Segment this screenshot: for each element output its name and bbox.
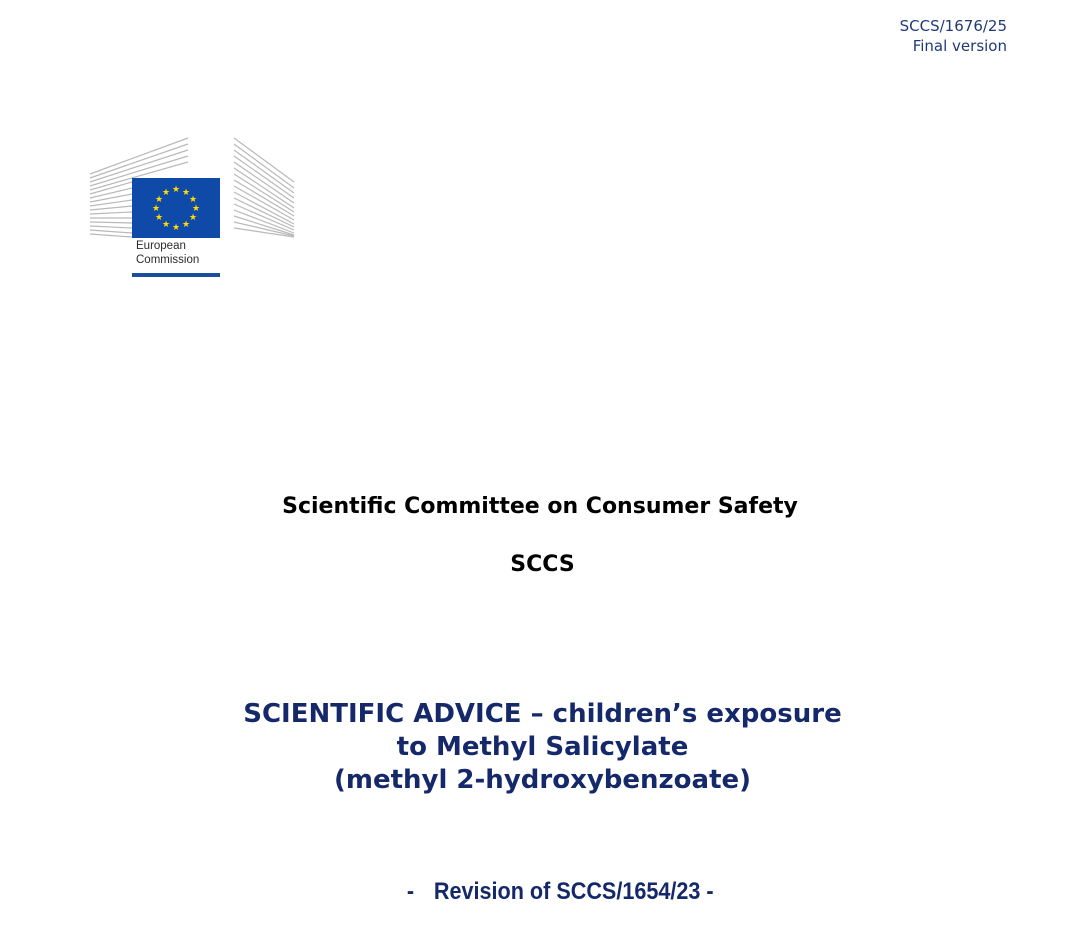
svg-text:★: ★ <box>188 195 198 205</box>
document-title <box>0 698 1080 797</box>
svg-text:★: ★ <box>188 213 198 223</box>
svg-text:★: ★ <box>154 195 164 205</box>
revision-note <box>54 878 1067 906</box>
document-title-line1: SCIENTIFIC ADVICE – children’s exposure <box>243 699 842 729</box>
logo-underline <box>132 273 220 277</box>
document-reference-block <box>900 16 1007 56</box>
committee-name: Scientific Committee on Consumer Safety <box>282 494 798 519</box>
document-title-line3: (methyl 2-hydroxybenzoate) <box>333 765 752 795</box>
svg-text:★: ★ <box>151 204 161 214</box>
revision-text: Revision of SCCS/1654/23 - <box>433 878 714 905</box>
logo-label-line2: Commission <box>136 254 200 266</box>
revision-dash: - <box>406 878 415 905</box>
european-commission-logo <box>88 136 298 282</box>
svg-text:★: ★ <box>181 220 191 230</box>
document-reference-number: SCCS/1676/25 <box>899 17 1007 35</box>
logo-label <box>136 239 199 267</box>
svg-text:★: ★ <box>154 213 164 223</box>
svg-text:★: ★ <box>181 188 191 198</box>
svg-text:★: ★ <box>161 220 171 230</box>
document-version: Final version <box>912 37 1007 55</box>
logo-label-line1: European <box>136 240 186 252</box>
committee-acronym: SCCS <box>510 552 575 577</box>
document-title-line2: to Methyl Salicylate <box>396 732 689 762</box>
svg-text:★: ★ <box>191 204 201 214</box>
svg-text:★: ★ <box>161 188 171 198</box>
svg-text:★: ★ <box>171 223 181 233</box>
svg-text:★: ★ <box>171 185 181 195</box>
